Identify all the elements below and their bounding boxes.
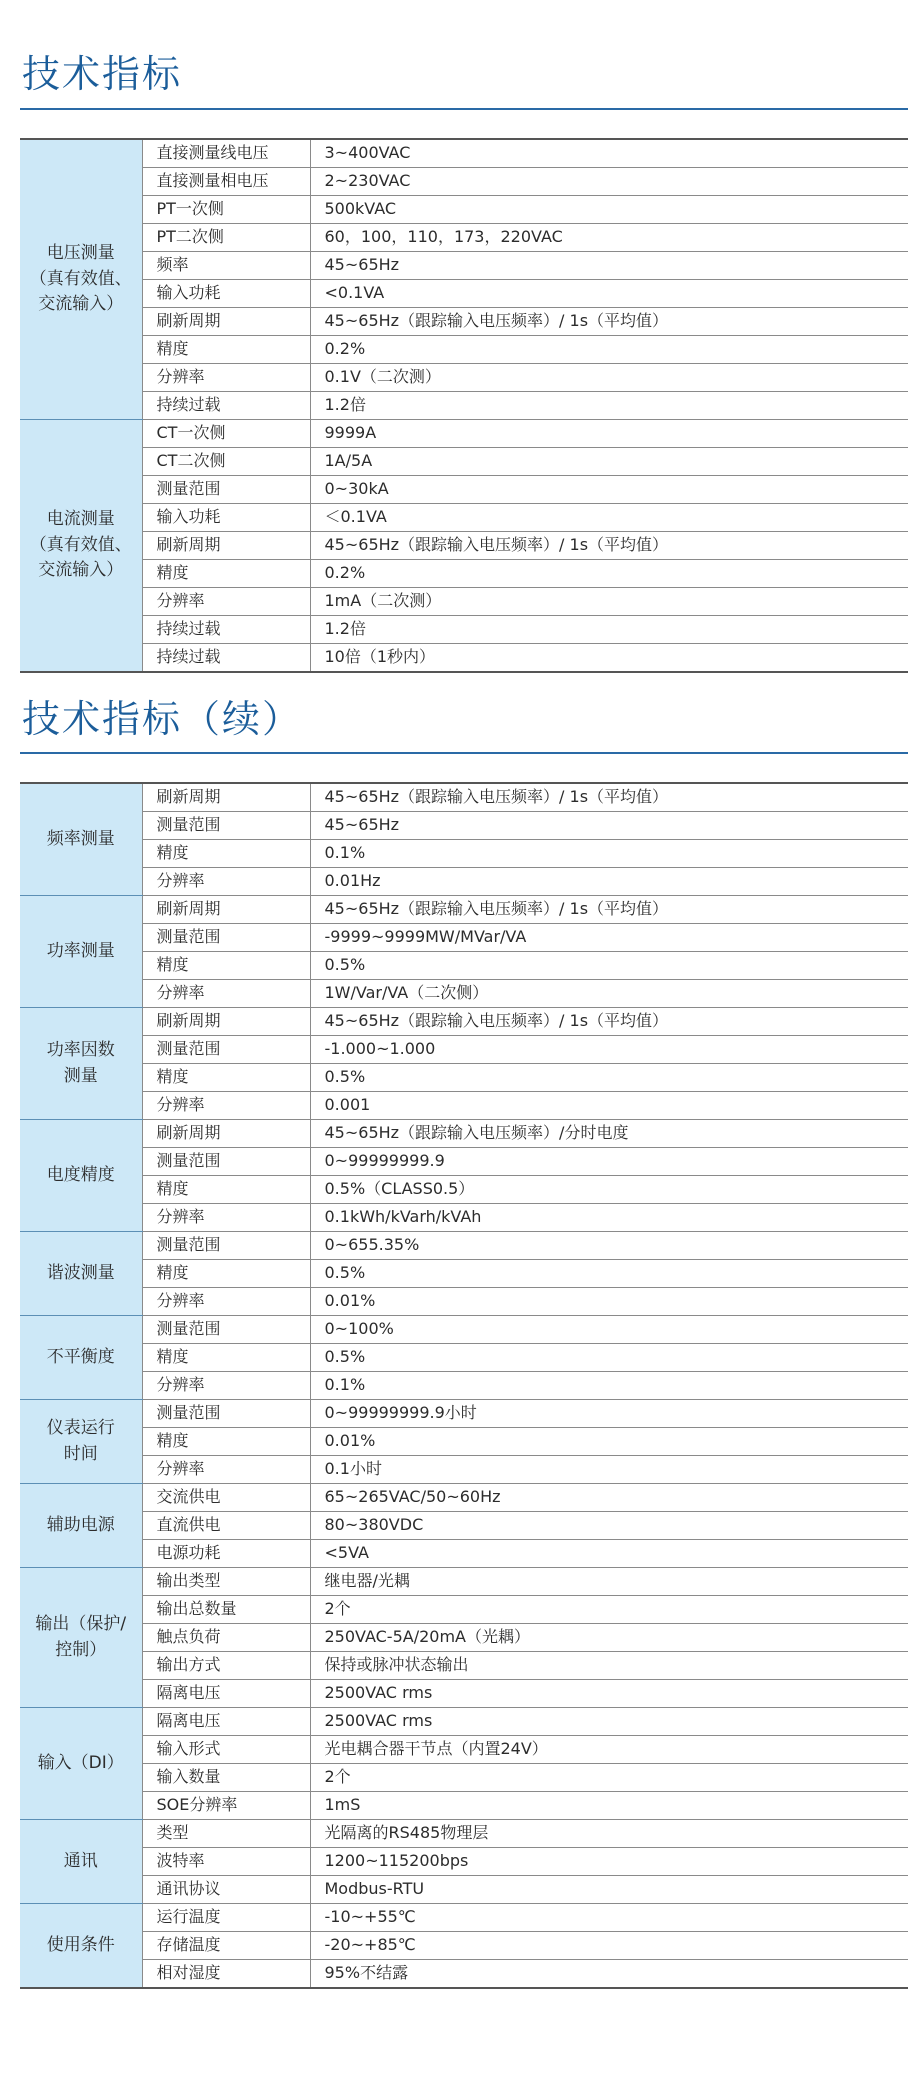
spec-value: 45~65Hz（跟踪输入电压频率）/ 1s（平均值）: [310, 783, 908, 812]
category-label: 通讯: [63, 1850, 98, 1871]
spec-value: 45~65Hz（跟踪输入电压频率）/ 1s（平均值）: [310, 896, 908, 924]
table-row: [20, 868, 908, 896]
spec-name: 测量范围: [142, 1316, 310, 1344]
spec-name: 直接测量相电压: [142, 168, 310, 196]
spec-name: 类型: [142, 1820, 310, 1848]
table-row: [20, 364, 908, 392]
table-row: [20, 1204, 908, 1232]
table-row: [20, 280, 908, 308]
spec-value: -20~+85℃: [310, 1932, 908, 1960]
table-row: [20, 1764, 908, 1792]
table-row: [20, 1176, 908, 1204]
category-cell: [20, 1904, 142, 1989]
spec-value: 45~65Hz: [310, 812, 908, 840]
category-label: （真有效值、: [29, 534, 132, 555]
spec-value: 0.1%: [310, 1372, 908, 1400]
spec-value: 250VAC-5A/20mA（光耦）: [310, 1624, 908, 1652]
table-row: [20, 783, 908, 812]
spec-name: 输入数量: [142, 1764, 310, 1792]
category-label: 控制）: [55, 1639, 107, 1660]
category-label: 时间: [63, 1443, 98, 1464]
spec-name: 直接测量线电压: [142, 139, 310, 168]
spec-value: 500kVAC: [310, 196, 908, 224]
spec-value: 继电器/光耦: [310, 1568, 908, 1596]
spec-value: <0.1VA: [310, 280, 908, 308]
spec-value: -10~+55℃: [310, 1904, 908, 1932]
table-row: [20, 1652, 908, 1680]
category-label: 电压测量: [46, 243, 115, 264]
spec-name: 输入形式: [142, 1736, 310, 1764]
spec-name: 精度: [142, 1260, 310, 1288]
table-row: [20, 1064, 908, 1092]
table-row: [20, 952, 908, 980]
category-cell: [20, 1316, 142, 1400]
category-label: 不平衡度: [46, 1346, 115, 1367]
category-cell: [20, 1400, 142, 1484]
spec-name: CT一次侧: [142, 420, 310, 448]
spec-value: 0.5%（CLASS0.5）: [310, 1176, 908, 1204]
table-row: [20, 1820, 908, 1848]
spec-name: 运行温度: [142, 1904, 310, 1932]
spec-value: 45~65Hz（跟踪输入电压频率）/ 1s（平均值）: [310, 532, 908, 560]
spec-value: 0.1%: [310, 840, 908, 868]
table-row: [20, 392, 908, 420]
spec-name: 测量范围: [142, 476, 310, 504]
table-row: [20, 1372, 908, 1400]
table-row: [20, 1316, 908, 1344]
table-row: [20, 504, 908, 532]
spec-name: 测量范围: [142, 1148, 310, 1176]
spec-name: 精度: [142, 1176, 310, 1204]
table-row: [20, 448, 908, 476]
spec-name: 测量范围: [142, 1400, 310, 1428]
spec-value: -9999~9999MW/MVar/VA: [310, 924, 908, 952]
spec-value: 1mA（二次测）: [310, 588, 908, 616]
spec-name: 精度: [142, 1344, 310, 1372]
category-label: 辅助电源: [46, 1514, 115, 1535]
table-row: [20, 1596, 908, 1624]
spec-value: 1200~115200bps: [310, 1848, 908, 1876]
table-row: [20, 1456, 908, 1484]
spec-value: 2~230VAC: [310, 168, 908, 196]
spec-value: 60，100，110，173，220VAC: [310, 224, 908, 252]
table-row: [20, 1400, 908, 1428]
table-row: [20, 1708, 908, 1736]
spec-value: -1.000~1.000: [310, 1036, 908, 1064]
table-row: [20, 1008, 908, 1036]
table-row: [20, 1960, 908, 1989]
category-label: 谐波测量: [46, 1262, 115, 1283]
table-row: [20, 1344, 908, 1372]
table-row: [20, 1092, 908, 1120]
spec-name: 刷新周期: [142, 783, 310, 812]
table-row: [20, 1540, 908, 1568]
spec-value: 0.1小时: [310, 1456, 908, 1484]
spec-name: 精度: [142, 840, 310, 868]
spec-name: 直流供电: [142, 1512, 310, 1540]
spec-name: 交流供电: [142, 1484, 310, 1512]
spec-name: 存储温度: [142, 1932, 310, 1960]
spec-name: 刷新周期: [142, 532, 310, 560]
spec-name: 输入功耗: [142, 280, 310, 308]
spec-value: 0.01%: [310, 1428, 908, 1456]
spec-name: 分辨率: [142, 588, 310, 616]
category-cell: [20, 1120, 142, 1232]
spec-value: 10倍（1秒内）: [310, 644, 908, 673]
spec-name: SOE分辨率: [142, 1792, 310, 1820]
spec-value: 95%不结露: [310, 1960, 908, 1989]
spec-name: 精度: [142, 1428, 310, 1456]
category-label: 交流输入）: [38, 560, 124, 581]
spec-value: 45~65Hz: [310, 252, 908, 280]
spec-value: 1mS: [310, 1792, 908, 1820]
spec-name: 精度: [142, 1064, 310, 1092]
category-label: 测量: [63, 1065, 98, 1086]
title-rule-1: [20, 108, 908, 110]
spec-name: 输出方式: [142, 1652, 310, 1680]
spec-value: 光电耦合器干节点（内置24V）: [310, 1736, 908, 1764]
table-row: [20, 1484, 908, 1512]
table-row: [20, 1792, 908, 1820]
table-row: [20, 1288, 908, 1316]
table-row: [20, 588, 908, 616]
table-row: [20, 560, 908, 588]
spec-name: 输入功耗: [142, 504, 310, 532]
spec-value: 2个: [310, 1596, 908, 1624]
spec-name: 刷新周期: [142, 1120, 310, 1148]
category-label: 使用条件: [46, 1934, 115, 1955]
spec-name: 波特率: [142, 1848, 310, 1876]
category-cell: [20, 139, 142, 420]
category-label: （真有效值、: [29, 268, 132, 289]
spec-name: 测量范围: [142, 1036, 310, 1064]
table-row: [20, 1260, 908, 1288]
spec-name: 分辨率: [142, 868, 310, 896]
spec-value: 0~100%: [310, 1316, 908, 1344]
spec-value: 光隔离的RS485物理层: [310, 1820, 908, 1848]
category-cell: [20, 1484, 142, 1568]
category-label: 功率测量: [46, 940, 115, 961]
spec-value: 2个: [310, 1764, 908, 1792]
table-row: [20, 1904, 908, 1932]
spec-name: 精度: [142, 560, 310, 588]
category-cell: [20, 1820, 142, 1904]
table-row: [20, 644, 908, 673]
spec-value: 0.2%: [310, 336, 908, 364]
spec-value: 3~400VAC: [310, 139, 908, 168]
spec-value: 0~99999999.9: [310, 1148, 908, 1176]
spec-name: 触点负荷: [142, 1624, 310, 1652]
spec-value: 0~30kA: [310, 476, 908, 504]
spec-name: 分辨率: [142, 364, 310, 392]
category-cell: [20, 1008, 142, 1120]
spec-value: 0.5%: [310, 952, 908, 980]
spec-name: 测量范围: [142, 812, 310, 840]
spec-name: 输出总数量: [142, 1596, 310, 1624]
spec-value: 0.2%: [310, 560, 908, 588]
table-row: [20, 168, 908, 196]
spec-name: 持续过载: [142, 392, 310, 420]
spec-value: 0.01Hz: [310, 868, 908, 896]
category-label: 输入（DI）: [37, 1752, 124, 1773]
spec-name: 刷新周期: [142, 896, 310, 924]
table-row: [20, 980, 908, 1008]
category-label: 频率测量: [46, 828, 115, 849]
spec-name: 分辨率: [142, 1372, 310, 1400]
spec-name: 测量范围: [142, 924, 310, 952]
category-cell: [20, 1708, 142, 1820]
spec-value: 0.1kWh/kVarh/kVAh: [310, 1204, 908, 1232]
spec-name: 精度: [142, 952, 310, 980]
spec-name: 通讯协议: [142, 1876, 310, 1904]
spec-name: 隔离电压: [142, 1680, 310, 1708]
spec-name: 测量范围: [142, 1232, 310, 1260]
table-row: [20, 1148, 908, 1176]
spec-name: 刷新周期: [142, 308, 310, 336]
spec-name: 相对湿度: [142, 1960, 310, 1989]
table-row: [20, 840, 908, 868]
spec-name: 持续过载: [142, 616, 310, 644]
spec-value: 0~655.35%: [310, 1232, 908, 1260]
spec-value: 65~265VAC/50~60Hz: [310, 1484, 908, 1512]
spec-name: PT二次侧: [142, 224, 310, 252]
spec-value: 1W/Var/VA（二次侧）: [310, 980, 908, 1008]
spec-value: 保持或脉冲状态输出: [310, 1652, 908, 1680]
table-row: [20, 896, 908, 924]
spec-value: 0.5%: [310, 1344, 908, 1372]
spec-value: ＜0.1VA: [310, 504, 908, 532]
section-title-1: 技术指标: [22, 52, 183, 96]
table-row: [20, 1568, 908, 1596]
category-cell: [20, 420, 142, 673]
spec-value: Modbus-RTU: [310, 1876, 908, 1904]
table-row: [20, 1876, 908, 1904]
category-label: 电流测量: [46, 509, 115, 530]
spec-name: CT二次侧: [142, 448, 310, 476]
spec-value: 0.5%: [310, 1064, 908, 1092]
table-row: [20, 924, 908, 952]
table-row: [20, 812, 908, 840]
spec-value: 1A/5A: [310, 448, 908, 476]
spec-value: 0.5%: [310, 1260, 908, 1288]
spec-value: 0.001: [310, 1092, 908, 1120]
spec-table-2: [20, 782, 908, 1989]
spec-name: 精度: [142, 336, 310, 364]
category-cell: [20, 783, 142, 896]
table-row: [20, 196, 908, 224]
spec-table-1: [20, 138, 908, 673]
category-label: 输出（保护/: [35, 1614, 127, 1634]
spec-name: 频率: [142, 252, 310, 280]
spec-name: 分辨率: [142, 1456, 310, 1484]
spec-value: <5VA: [310, 1540, 908, 1568]
category-cell: [20, 1232, 142, 1316]
table-row: [20, 336, 908, 364]
table-row: [20, 1848, 908, 1876]
table-row: [20, 1232, 908, 1260]
table-row: [20, 1624, 908, 1652]
table-row: [20, 1428, 908, 1456]
table-row: [20, 1736, 908, 1764]
table-row: [20, 420, 908, 448]
table-row: [20, 224, 908, 252]
spec-name: 刷新周期: [142, 1008, 310, 1036]
category-label: 仪表运行: [46, 1418, 115, 1438]
spec-value: 0.01%: [310, 1288, 908, 1316]
category-label: 电度精度: [46, 1164, 115, 1185]
table-row: [20, 139, 908, 168]
section-title-2: 技术指标（续）: [22, 697, 303, 741]
spec-value: 45~65Hz（跟踪输入电压频率）/ 1s（平均值）: [310, 308, 908, 336]
category-label: 功率因数: [46, 1040, 115, 1060]
table-row: [20, 1932, 908, 1960]
spec-value: 45~65Hz（跟踪输入电压频率）/ 1s（平均值）: [310, 1008, 908, 1036]
spec-name: 分辨率: [142, 980, 310, 1008]
spec-value: 1.2倍: [310, 616, 908, 644]
spec-name: 分辨率: [142, 1288, 310, 1316]
spec-value: 9999A: [310, 420, 908, 448]
spec-value: 0~99999999.9小时: [310, 1400, 908, 1428]
table-row: [20, 532, 908, 560]
spec-name: 分辨率: [142, 1092, 310, 1120]
spec-name: PT一次侧: [142, 196, 310, 224]
spec-value: 1.2倍: [310, 392, 908, 420]
category-cell: [20, 896, 142, 1008]
table-row: [20, 476, 908, 504]
spec-name: 输出类型: [142, 1568, 310, 1596]
category-label: 交流输入）: [38, 294, 124, 315]
table-row: [20, 1036, 908, 1064]
table-row: [20, 616, 908, 644]
spec-value: 80~380VDC: [310, 1512, 908, 1540]
spec-value: 0.1V（二次测）: [310, 364, 908, 392]
spec-name: 电源功耗: [142, 1540, 310, 1568]
table-row: [20, 1680, 908, 1708]
spec-value: 2500VAC rms: [310, 1680, 908, 1708]
spec-name: 持续过载: [142, 644, 310, 673]
table-row: [20, 308, 908, 336]
spec-value: 45~65Hz（跟踪输入电压频率）/分时电度: [310, 1120, 908, 1148]
spec-name: 隔离电压: [142, 1708, 310, 1736]
spec-name: 分辨率: [142, 1204, 310, 1232]
title-rule-2: [20, 752, 908, 754]
category-cell: [20, 1568, 142, 1708]
table-row: [20, 1512, 908, 1540]
spec-value: 2500VAC rms: [310, 1708, 908, 1736]
table-row: [20, 252, 908, 280]
table-row: [20, 1120, 908, 1148]
